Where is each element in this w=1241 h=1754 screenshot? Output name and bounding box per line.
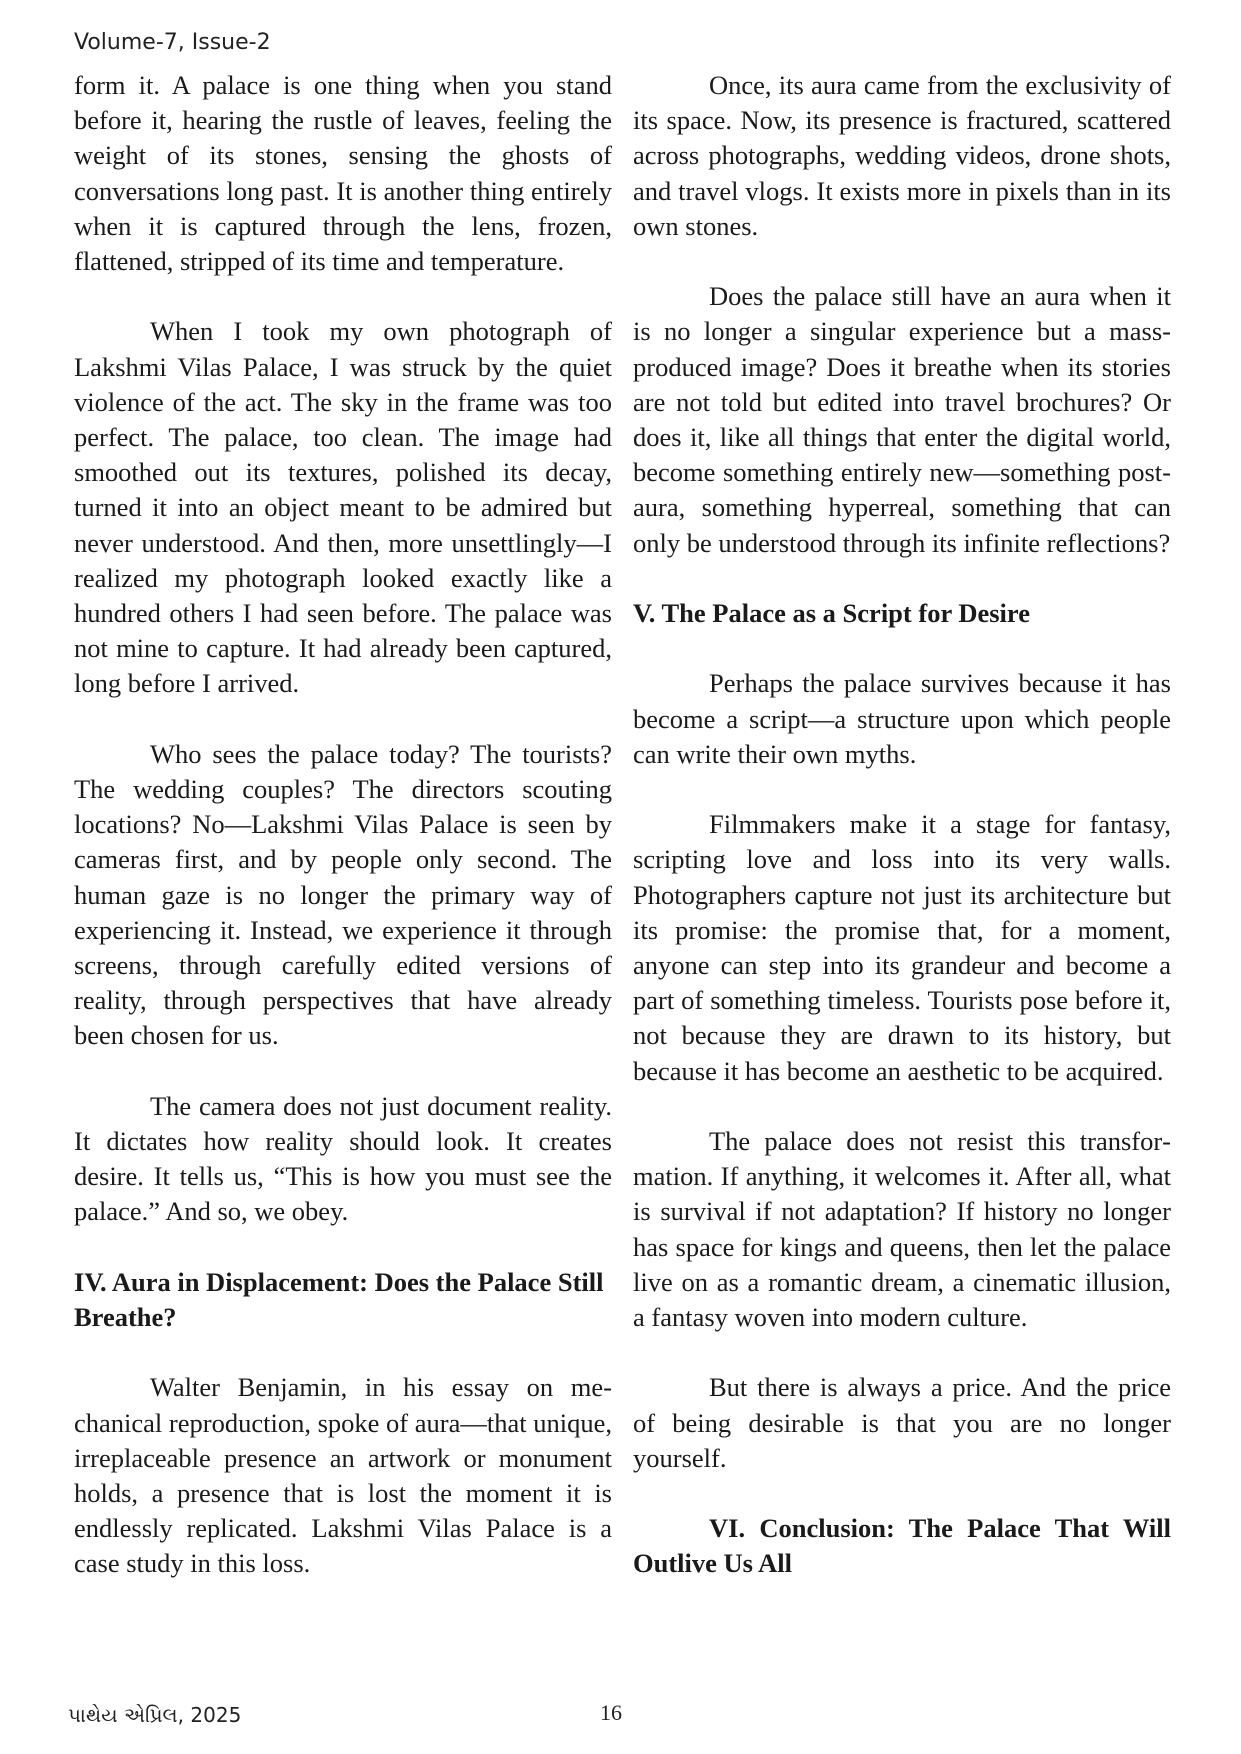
footer-journal-name: પાથેય એપ્રિલ, 2025 xyxy=(68,1703,242,1727)
paragraph: The camera does not just document reality. It dictates how reality should look. It creates desire. It tells us, “This is how you must see the palace.” And so, we obey. xyxy=(74,1090,612,1227)
paragraph: But there is always a price. And the price of being desirable is that you are no longer yourself. xyxy=(633,1372,1171,1473)
section-heading-vi: VI. Conclusion: The Palace That Will Outlive Us All xyxy=(633,1513,1171,1579)
running-head: Volume-7, Issue-2 xyxy=(74,30,271,55)
paragraph: Filmmakers make it a stage for fantasy, scripting love and loss into its very walls. Photographers capture not just its architecture but its promise: the promise that, for a moment, anyone can step into its grandeur and become a part of something timeless. Tourists pose before it, not because they are drawn to its history, but because it has become an aesthetic to be acquired. xyxy=(633,809,1171,1086)
page-number: 16 xyxy=(600,1700,622,1725)
paragraph: When I took my own photograph of Lakshmi Vilas Palace, I was struck by the quiet violence of the act. The sky in the frame was too perfect. The palace, too clean. The image had smoothed out its textures, polished its decay, turned it into an object meant to be admired but never understood. And then, more unsettlingly—I realized my photograph looked exactly like a hundred others I had seen before. The palace was not mine to capture. It had already been captured, long before I arrived. xyxy=(74,316,612,699)
paragraph: The palace does not resist this transformation. If anything, it welcomes it. After all, what is survival if not adaptation? If history no longer has space for kings and queens, then let the palace live on as a romantic dream, a cinematic illusion, a fantasy woven into modern culture. xyxy=(633,1126,1171,1333)
left-column xyxy=(74,68,612,1617)
paragraph: Who sees the palace today? The tourists? The wedding couples? The directors scouting locations? No—Lakshmi Vilas Palace is seen by cameras first, and by people only second. The human gaze is no longer the primary way of experiencing it. Instead, we experience it through screens, through carefully edited versions of reality, through perspectives that have already been chosen for us. xyxy=(74,738,612,1051)
paragraph: Does the palace still have an aura when it is no longer a singular experience but a mass-produced image? Does it breathe when its stories are not told but edited into travel brochures? Or does it, like all things that enter the digital world, become something entirely new—something post-aura, something hyperreal, something that can only be understood through its infinite reflections? xyxy=(633,281,1171,558)
section-heading-iv: IV. Aura in Displacement: Does the Palace Still Breathe? xyxy=(74,1266,604,1333)
section-heading-v: V. The Palace as a Script for Desire xyxy=(633,598,1030,629)
right-column xyxy=(633,68,1171,1617)
paragraph: form it. A palace is one thing when you stand before it, hearing the rustle of leaves, feeling the weight of its stones, sensing the ghosts of conversations long past. It is another thing entirely when it is captured through the lens, frozen, flattened, stripped of its time and temperature. xyxy=(74,70,612,277)
paragraph: Once, its aura came from the exclusivity of its space. Now, its presence is fractured, scattered across photographs, wedding videos, drone shots, and travel vlogs. It exists more in pixels than in its own stones. xyxy=(633,70,1171,241)
paragraph: Perhaps the palace survives because it has become a script—a structure upon which people can write their own myths. xyxy=(633,668,1171,769)
paragraph: Walter Benjamin, in his essay on mechanical reproduction, spoke of aura—that unique, irreplaceable presence an artwork or monument holds, a presence that is lost the moment it is endlessly replicated. Lakshmi Vilas Palace is a case study in this loss. xyxy=(74,1372,612,1579)
